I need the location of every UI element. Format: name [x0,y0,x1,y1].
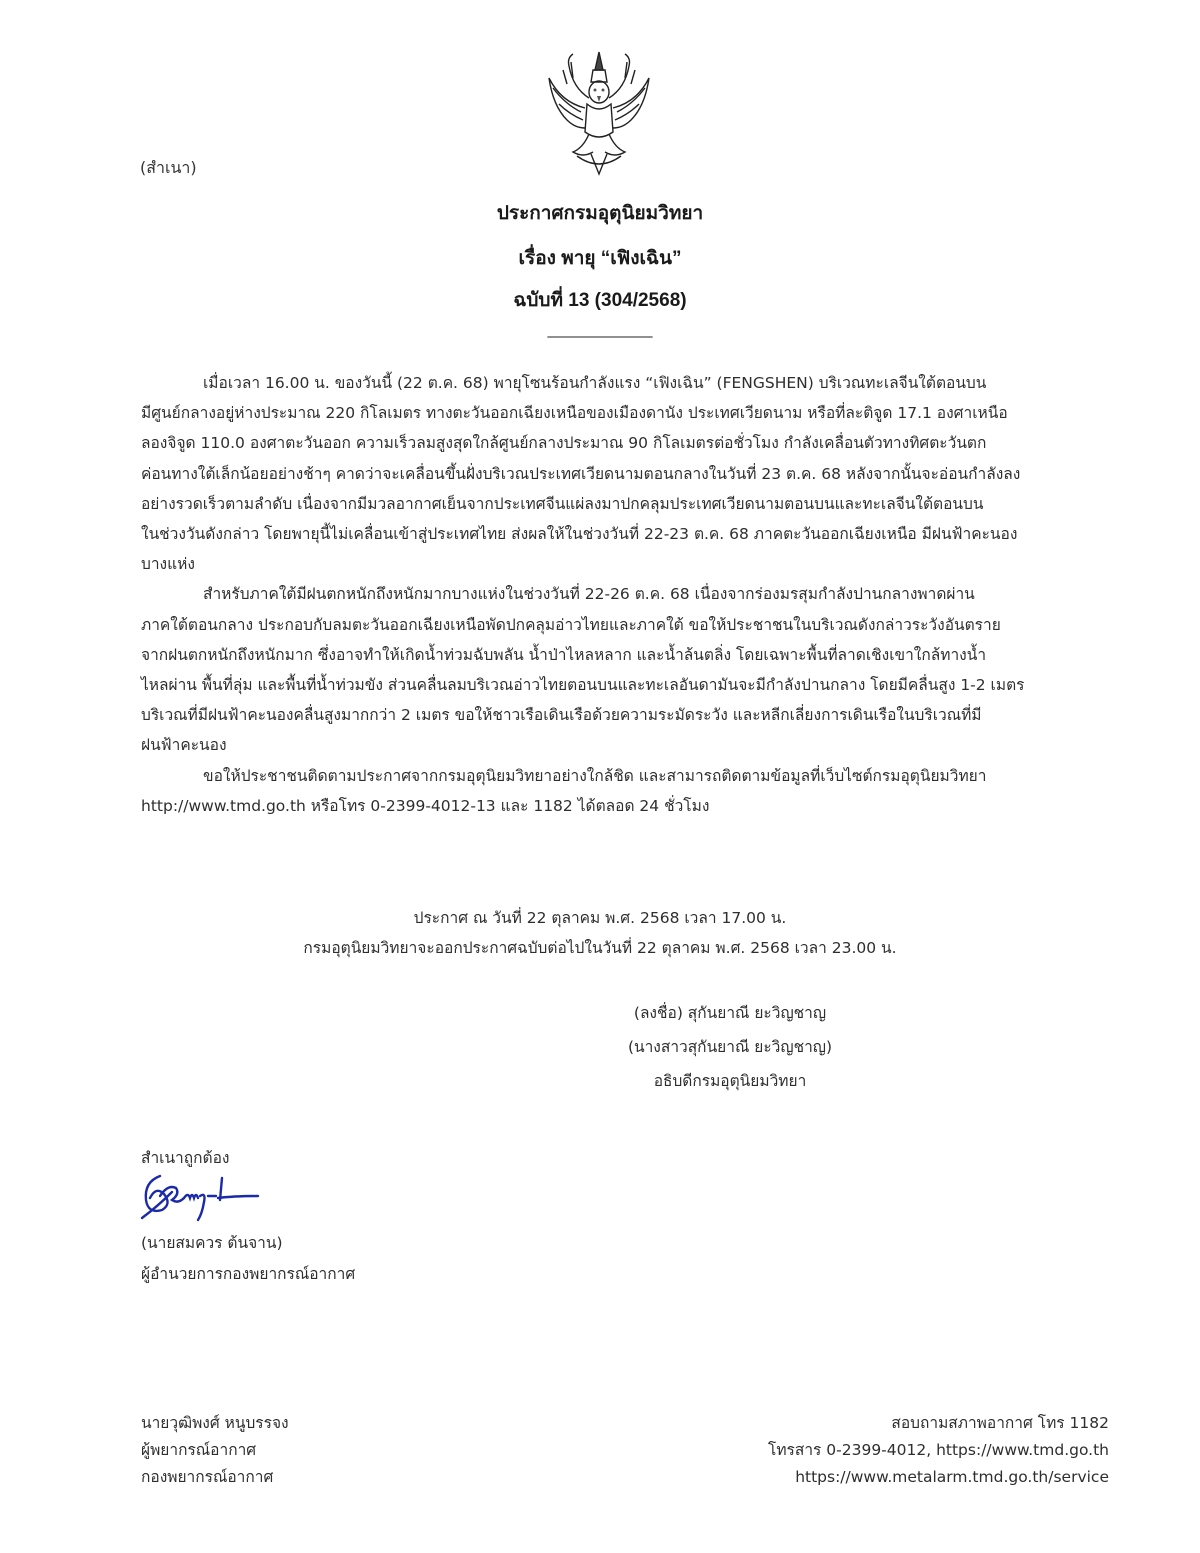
service-url: https://www.metalarm.tmd.go.th/service [795,1468,1109,1486]
certifier-block [141,1228,355,1290]
text-line: เมื่อเวลา 16.00 น. ของวันนี้ (22 ต.ค. 68) พายุโซนร้อนกำลังแรง “เฟิงเฉิน” (FENGSHEN) บริเวณทะเลจีนใต้ตอนบน [203,374,987,392]
forecaster-role: ผู้พยากรณ์อากาศ [141,1441,257,1459]
announcement-body [141,368,1103,821]
text-line: บางแห่ง [141,555,195,574]
text-line: มีศูนย์กลางอยู่ห่างประมาณ 220 กิโลเมตร ทางตะวันออกเฉียงเหนือของเมืองดานัง ประเทศเวียดนาม หรือที่ละติจูด 17.1 องศาเหนือ [141,404,1008,423]
copy-mark: (สำเนา) [140,158,197,177]
text-line: ฝนฟ้าคะนอง [141,736,227,755]
issued-statement [0,903,1200,963]
text-line: บริเวณที่มีฝนฟ้าคะนองคลื่นสูงมากกว่า 2 เมตร ขอให้ชาวเรือเดินเรือด้วยความระมัดระวัง และหลีกเลี่ยงการเดินเรือในบริเวณที่มี [141,706,982,725]
title-divider: _______________ [547,322,653,338]
weather-hotline: สอบถามสภาพอากาศ โทร 1182 [891,1414,1109,1432]
text-line: ภาคใต้ตอนกลาง ประกอบกับลมตะวันออกเฉียงเหนือพัดปกคลุมอ่าวไทยและภาคใต้ ขอให้ประชาชนในบริเวณดังกล่าวระวังอันตราย [141,615,1001,634]
certified-copy-label: สำเนาถูกต้อง [141,1149,230,1167]
garuda-emblem-icon [543,48,655,178]
forecaster-name: นายวุฒิพงศ์ หนูบรรจง [141,1414,289,1432]
certifier-position: ผู้อำนวยการกองพยากรณ์อากาศ [141,1265,356,1283]
issue-number: ฉบับที่ 13 (304/2568) [513,290,687,311]
certifier-name: (นายสมควร ต้นจาน) [141,1234,283,1252]
signer-full-name: (นางสาวสุกันยาณี ยะวิญชาญ) [627,1038,833,1056]
document-subject: เรื่อง พายุ “เฟิงเฉิน” [518,248,682,269]
signer-block [520,996,940,1098]
text-line: ลองจิจูด 110.0 องศาตะวันออก ความเร็วลมสูงสุดใกล้ศูนย์กลางประมาณ 90 กิโลเมตรต่อชั่วโมง กำลังเคลื่อนตัวทางทิศตะวันตก [141,434,987,453]
text-line: ไหลผ่าน พื้นที่ลุ่ม และพื้นที่น้ำท่วมขัง ส่วนคลื่นลมบริเวณอ่าวไทยตอนบนและทะเลอันดามันจะมีกำลังปานกลาง โดยมีคลื่นสูง 1-2 เมตร [141,676,1025,695]
contact-line: http://www.tmd.go.th หรือโทร 0-2399-4012-13 และ 1182 ได้ตลอด 24 ชั่วโมง [141,796,710,815]
paragraph-follow-updates [141,761,1103,821]
forecaster-info [141,1410,289,1491]
next-issue-date: กรมอุตุนิยมวิทยาจะออกประกาศฉบับต่อไปในวันที่ 22 ตุลาคม พ.ศ. 2568 เวลา 23.00 น. [303,939,897,957]
text-line: สำหรับภาคใต้มีฝนตกหนักถึงหนักมากบางแห่งในช่วงวันที่ 22-26 ต.ค. 68 เนื่องจากร่องมรสุมกำลังปานกลางพาดผ่าน [203,585,975,604]
signer-position: อธิบดีกรมอุตุนิยมวิทยา [653,1072,807,1090]
fax-and-website: โทรสาร 0-2399-4012, https://www.tmd.go.th [768,1441,1109,1459]
contact-info [768,1410,1109,1491]
text-line: อย่างรวดเร็วตามลำดับ เนื่องจากมีมวลอากาศเย็นจากประเทศจีนแผ่ลงมาปกคลุมประเทศเวียดนามตอนบนและทะเลจีนใต้ตอนบน [141,494,984,513]
text-line: ค่อนทางใต้เล็กน้อยอย่างช้าๆ คาดว่าจะเคลื่อนขึ้นฝั่งบริเวณประเทศเวียดนามตอนกลางในวันที่ 23 ต.ค. 68 หลังจากนั้นจะอ่อนกำลังลง [141,464,1021,483]
paragraph-storm-position [141,368,1103,579]
text-line: จากฝนตกหนักถึงหนักมาก ซึ่งอาจทำให้เกิดน้ำท่วมฉับพลัน น้ำป่าไหลหลาก และน้ำล้นตลิ่ง โดยเฉพาะพื้นที่ลาดเชิงเขาใกล้ทางน้ำ [141,645,987,664]
handwritten-signature-icon [138,1170,263,1222]
forecaster-division: กองพยากรณ์อากาศ [141,1468,274,1486]
text-line: ในช่วงวันดังกล่าว โดยพายุนี้ไม่เคลื่อนเข้าสู่ประเทศไทย ส่งผลให้ในช่วงวันที่ 22-23 ต.ค. 68 ภาคตะวันออกเฉียงเหนือ มีฝนฟ้าคะนอง [141,525,1018,544]
announced-date: ประกาศ ณ วันที่ 22 ตุลาคม พ.ศ. 2568 เวลา 17.00 น. [413,909,787,927]
document-title: ประกาศกรมอุตุนิยมวิทยา [496,203,704,224]
paragraph-southern-rain-warning [141,579,1103,760]
text-line: ขอให้ประชาชนติดตามประกาศจากกรมอุตุนิยมวิทยาอย่างใกล้ชิด และสามารถติดตามข้อมูลที่เว็บไซต์กรมอุตุนิยมวิทยา [203,766,987,785]
signed-by: (ลงชื่อ) สุกันยาณี ยะวิญชาญ [633,1004,827,1022]
